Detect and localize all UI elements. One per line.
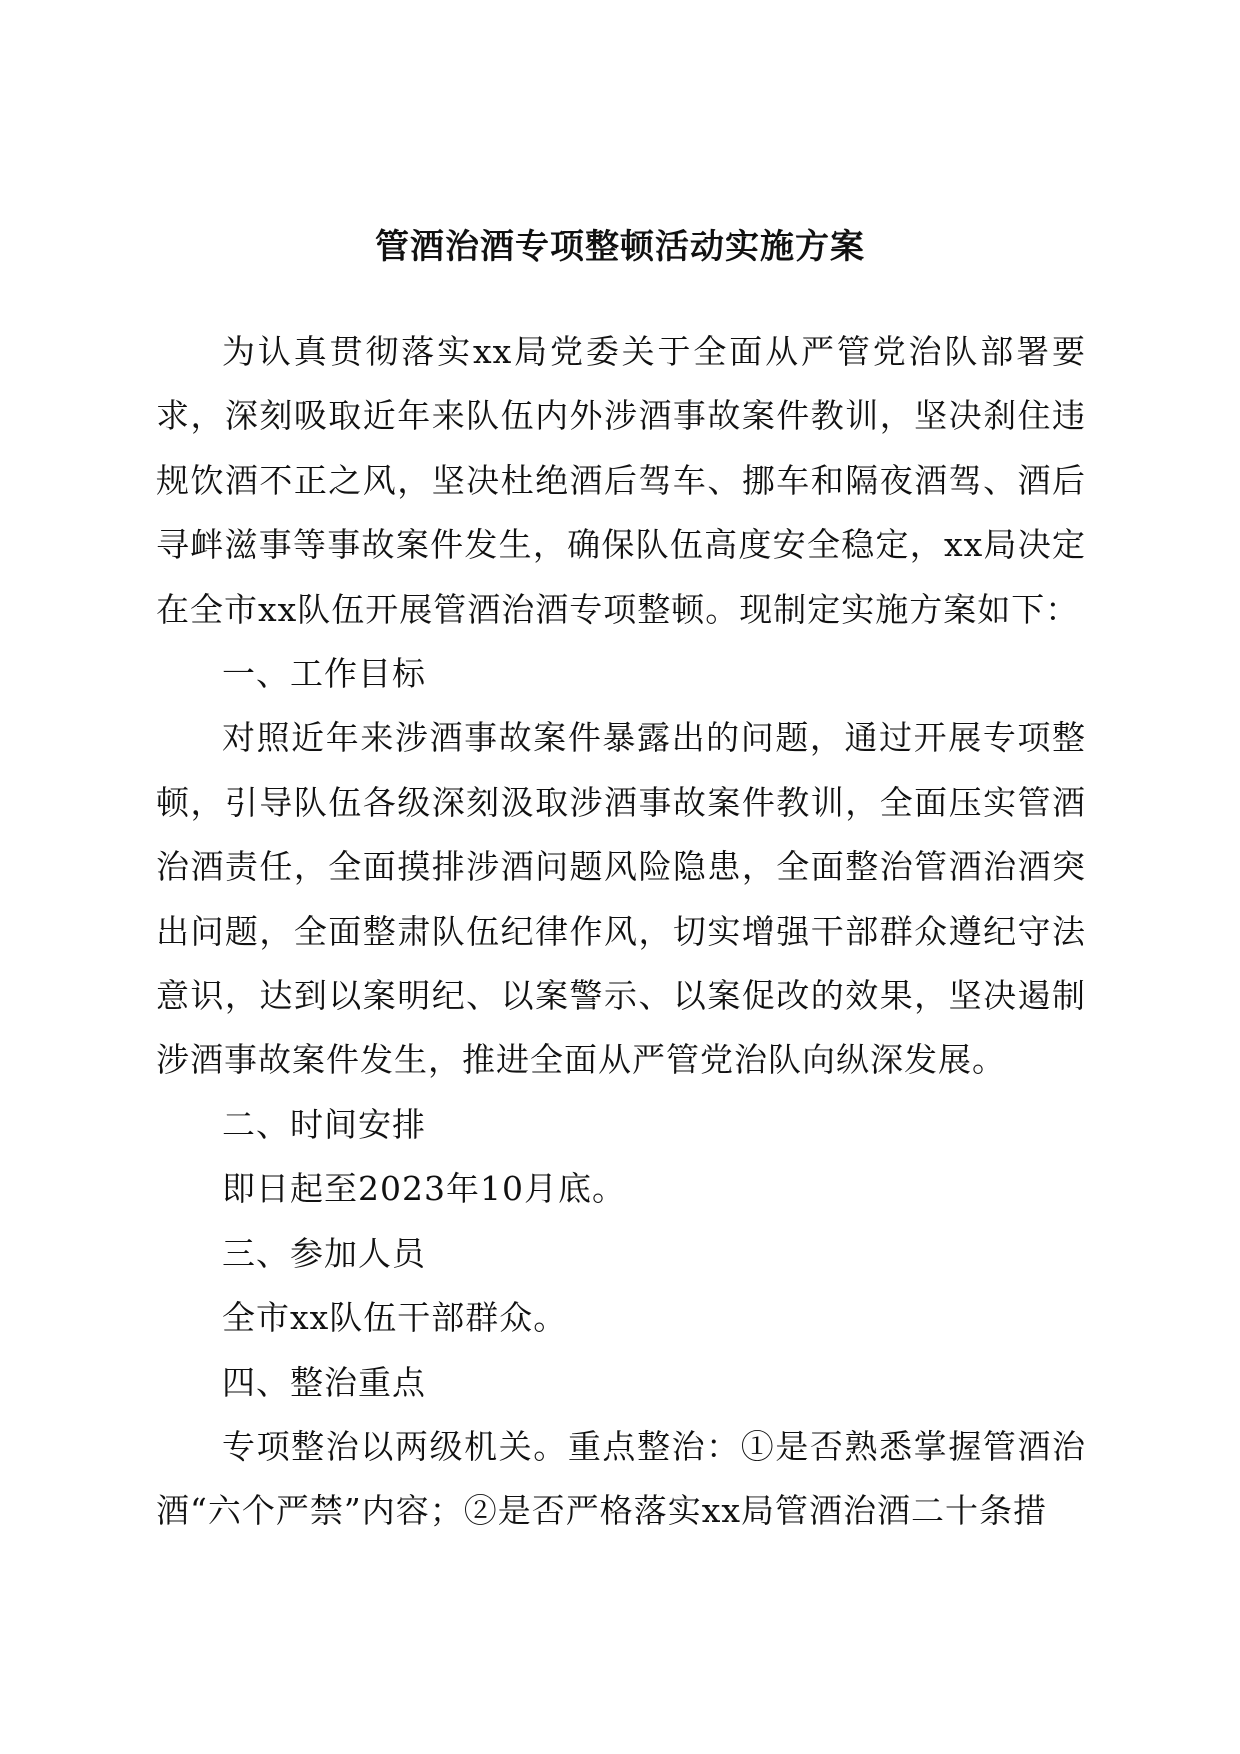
focus-paragraph: 专项整治以两级机关。重点整治：①是否熟悉掌握管酒治酒“六个严禁”内容；②是否严格落实xx局管酒治酒二十条措	[156, 1426, 1086, 1531]
document-body	[156, 320, 1086, 1544]
intro-paragraph: 为认真贯彻落实xx局党委关于全面从严管党治队部署要求，深刻吸取近年来队伍内外涉酒事故案件教训，坚决刹住违规饮酒不正之风，坚决杜绝酒后驾车、挪车和隔夜酒驾、酒后寻衅滋事等事故案件发生，确保队伍高度安全稳定，xx局决定在全市xx队伍开展管酒治酒专项整顿。现制定实施方案如下：	[156, 332, 1086, 629]
goals-paragraph: 对照近年来涉酒事故案件暴露出的问题，通过开展专项整顿，引导队伍各级深刻汲取涉酒事故案件教训，全面压实管酒治酒责任，全面摸排涉酒问题风险隐患，全面整治管酒治酒突出问题，全面整肃队伍纪律作风，切实增强干部群众遵纪守法意识，达到以案明纪、以案警示、以案促改的效果，坚决遏制涉酒事故案件发生，推进全面从严管党治队向纵深发展。	[156, 718, 1086, 1080]
section-heading-participants: 三、参加人员	[222, 1233, 426, 1273]
schedule-paragraph: 即日起至2023年10月底。	[222, 1169, 626, 1209]
document-title: 管酒治酒专项整顿活动实施方案	[375, 227, 865, 267]
participants-paragraph: 全市xx队伍干部群众。	[222, 1298, 568, 1338]
section-heading-focus: 四、整治重点	[222, 1362, 426, 1402]
section-heading-schedule: 二、时间安排	[222, 1104, 426, 1144]
section-heading-goals: 一、工作目标	[222, 654, 426, 694]
